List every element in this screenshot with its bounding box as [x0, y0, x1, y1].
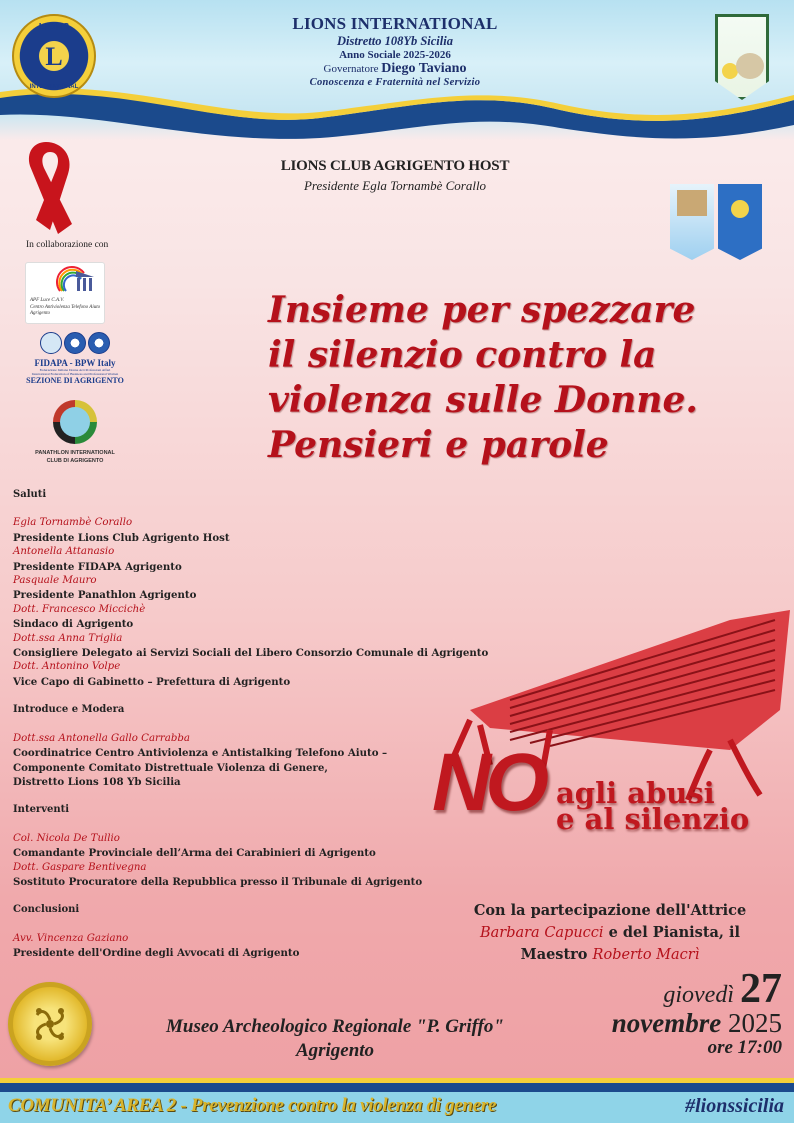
partner-subtitle: Federazione Italiana Donne Arti Professioni Affari	[39, 368, 111, 372]
statue-icon	[40, 332, 62, 354]
slogan-line: agli abusi	[556, 776, 715, 810]
footer-hashtag: #lionssicilia	[685, 1095, 784, 1117]
actress-name: Barbara Capucci	[479, 925, 604, 941]
speaker-role: Consigliere Delegato ai Servizi Sociali del Libero Consorzio Comunale di Agrigento	[13, 647, 489, 660]
partner-fidapa	[20, 332, 130, 385]
speaker-name: Pasquale Mauro	[13, 575, 97, 587]
speaker-role: Vice Capo di Gabinetto – Prefettura di Agrigento	[13, 675, 291, 688]
speaker-role: Presidente Panathlon Agrigento	[13, 589, 197, 602]
main-title	[268, 288, 788, 468]
speaker-name: Antonella Attanasio	[13, 546, 115, 558]
partner-subtitle: CLUB DI AGRIGENTO	[46, 457, 104, 464]
banner-blue	[718, 184, 762, 260]
venue-city: Agrigento	[295, 1040, 375, 1061]
participation-text: e del Pianista, il	[603, 924, 741, 941]
tree-icon	[736, 53, 764, 79]
speaker-name: Dott. Gaspare Bentivegna	[13, 861, 147, 873]
footer-stripe-blue	[0, 1083, 794, 1092]
participation-line: Con la partecipazione dell'Attrice	[473, 902, 747, 919]
partner-subtitle: Centro Antiviolenza Telefono Aiuto	[30, 304, 101, 310]
pianist-name: Roberto Macrì	[592, 947, 700, 963]
logo-top-text: LIONS	[38, 22, 70, 33]
org-title: LIONS INTERNATIONAL	[292, 14, 498, 33]
speaker-name: Col. Nicola De Tullio	[13, 832, 120, 844]
speaker-name: Avv. Vincenza Gaziano	[13, 932, 129, 944]
title-line: violenza sulle Donne.	[268, 379, 698, 421]
moderator-role: Distretto Lions 108 Yb Sicilia	[13, 775, 181, 788]
community-emblem-icon	[8, 982, 92, 1066]
event-time: ore 17:00	[707, 1037, 782, 1058]
speaker-name: Dott. Francesco Miccichè	[13, 603, 146, 615]
panathlon-text	[15, 450, 135, 465]
speaker-role: Sostituto Procuratore della Repubblica presso il Tribunale di Agrigento	[13, 875, 423, 888]
header-text-block	[250, 14, 540, 88]
lions-international-logo	[12, 14, 96, 98]
footer-campaign: COMUNITA’ AREA 2 - Prevenzione contro la violenza di genere	[8, 1095, 497, 1116]
partner-name: PANATHLON INTERNATIONAL	[35, 450, 115, 456]
governor	[250, 61, 540, 77]
section-saluti: Saluti	[13, 489, 47, 500]
participation-line	[440, 944, 780, 966]
speaker-role: Presidente dell'Ordine degli Avvocati di Agrigento	[13, 947, 300, 960]
fidapa-logo	[20, 332, 130, 358]
partner-name: FIDAPA - BPW Italy	[34, 358, 116, 368]
speaker-role: Comandante Provinciale dell’Arma dei Carabinieri di Agrigento	[13, 847, 376, 860]
speaker-name: Dott. Antonino Volpe	[13, 661, 121, 673]
moderator-role: Componente Comitato Distrettuale Violenza di Genere,	[13, 761, 328, 774]
venue-name: Museo Archeologico Regionale "P. Griffo"	[166, 1016, 504, 1037]
governor-name: Diego Taviano	[381, 61, 467, 76]
year: 2025	[728, 1008, 782, 1038]
speaker-role: Sindaco di Agrigento	[13, 618, 134, 631]
partner-city: Agrigento	[30, 311, 50, 316]
partner-section: SEZIONE DI AGRIGENTO	[26, 376, 124, 386]
section-conclusioni: Conclusioni	[13, 904, 80, 916]
banner-light	[670, 184, 714, 260]
title-line: Pensieri e parole	[268, 424, 609, 466]
section-interventi: Interventi	[13, 804, 70, 816]
lions-seal-icon	[731, 200, 749, 218]
month: novembre	[611, 1008, 722, 1038]
participation-block	[440, 900, 780, 966]
logo-letter: L	[45, 42, 63, 71]
globe-icon	[64, 332, 86, 354]
slogan-line: e al silenzio	[556, 802, 750, 836]
globe-icon	[88, 332, 110, 354]
collaboration-label: In collaborazione con	[26, 240, 109, 250]
motto: Conoscenza e Fraternità nel Servizio	[309, 77, 481, 88]
club-president: Presidente Egla Tornambè Corallo	[303, 178, 487, 193]
event-program	[13, 488, 489, 961]
governor-label: Governatore	[323, 63, 379, 75]
social-year: Anno Sociale 2025-2026	[339, 49, 451, 61]
moderator-name: Dott.ssa Antonella Gallo Carrabba	[13, 732, 190, 744]
title-line: il silenzio contro la	[268, 334, 657, 376]
speaker-role: Presidente FIDAPA Agrigento	[13, 560, 182, 573]
moderator-role: Coordinatrice Centro Antiviolenza e Antistalking Telefono Aiuto –	[13, 747, 388, 760]
section-moderator: Introduce e Modera	[13, 704, 125, 716]
slogan-no: NO	[432, 737, 543, 828]
partner-name: APF Luce C.A.V.	[30, 298, 64, 303]
temple-rainbow-icon	[56, 265, 96, 295]
slogan-text	[556, 776, 750, 836]
date-day-line	[612, 966, 782, 1012]
banner-picture	[677, 190, 707, 216]
participation-text: Maestro	[520, 946, 593, 963]
day-number: 27	[740, 966, 782, 1012]
event-date	[611, 966, 782, 1060]
speaker-name: Egla Tornambè Corallo	[13, 517, 133, 529]
header-banner	[0, 0, 794, 140]
club-banners	[668, 184, 778, 264]
swirl-icon	[27, 1001, 73, 1047]
weekday: giovedì	[663, 982, 734, 1008]
participation-line	[440, 922, 780, 944]
date-month-line	[612, 1010, 782, 1036]
club-title: LIONS CLUB AGRIGENTO HOST	[280, 158, 510, 174]
title-line: Insieme per spezzare	[268, 289, 696, 331]
panathlon-logo	[53, 400, 97, 444]
red-ribbon-icon	[16, 138, 86, 238]
speaker-role: Presidente Lions Club Agrigento Host	[13, 531, 230, 544]
venue	[115, 1015, 555, 1063]
partner-panathlon	[15, 400, 135, 465]
footer-bar	[0, 1092, 794, 1123]
partner-subtitle-en: International Federation of Business and Professional Women	[31, 372, 119, 377]
logo-bottom-text: INTERNATIONAL	[29, 84, 79, 90]
apf-text	[30, 298, 100, 318]
partner-apf-luce	[25, 262, 105, 324]
speaker-name: Dott.ssa Anna Triglia	[13, 632, 123, 644]
district: Distretto 108Yb Sicilia	[337, 34, 453, 48]
